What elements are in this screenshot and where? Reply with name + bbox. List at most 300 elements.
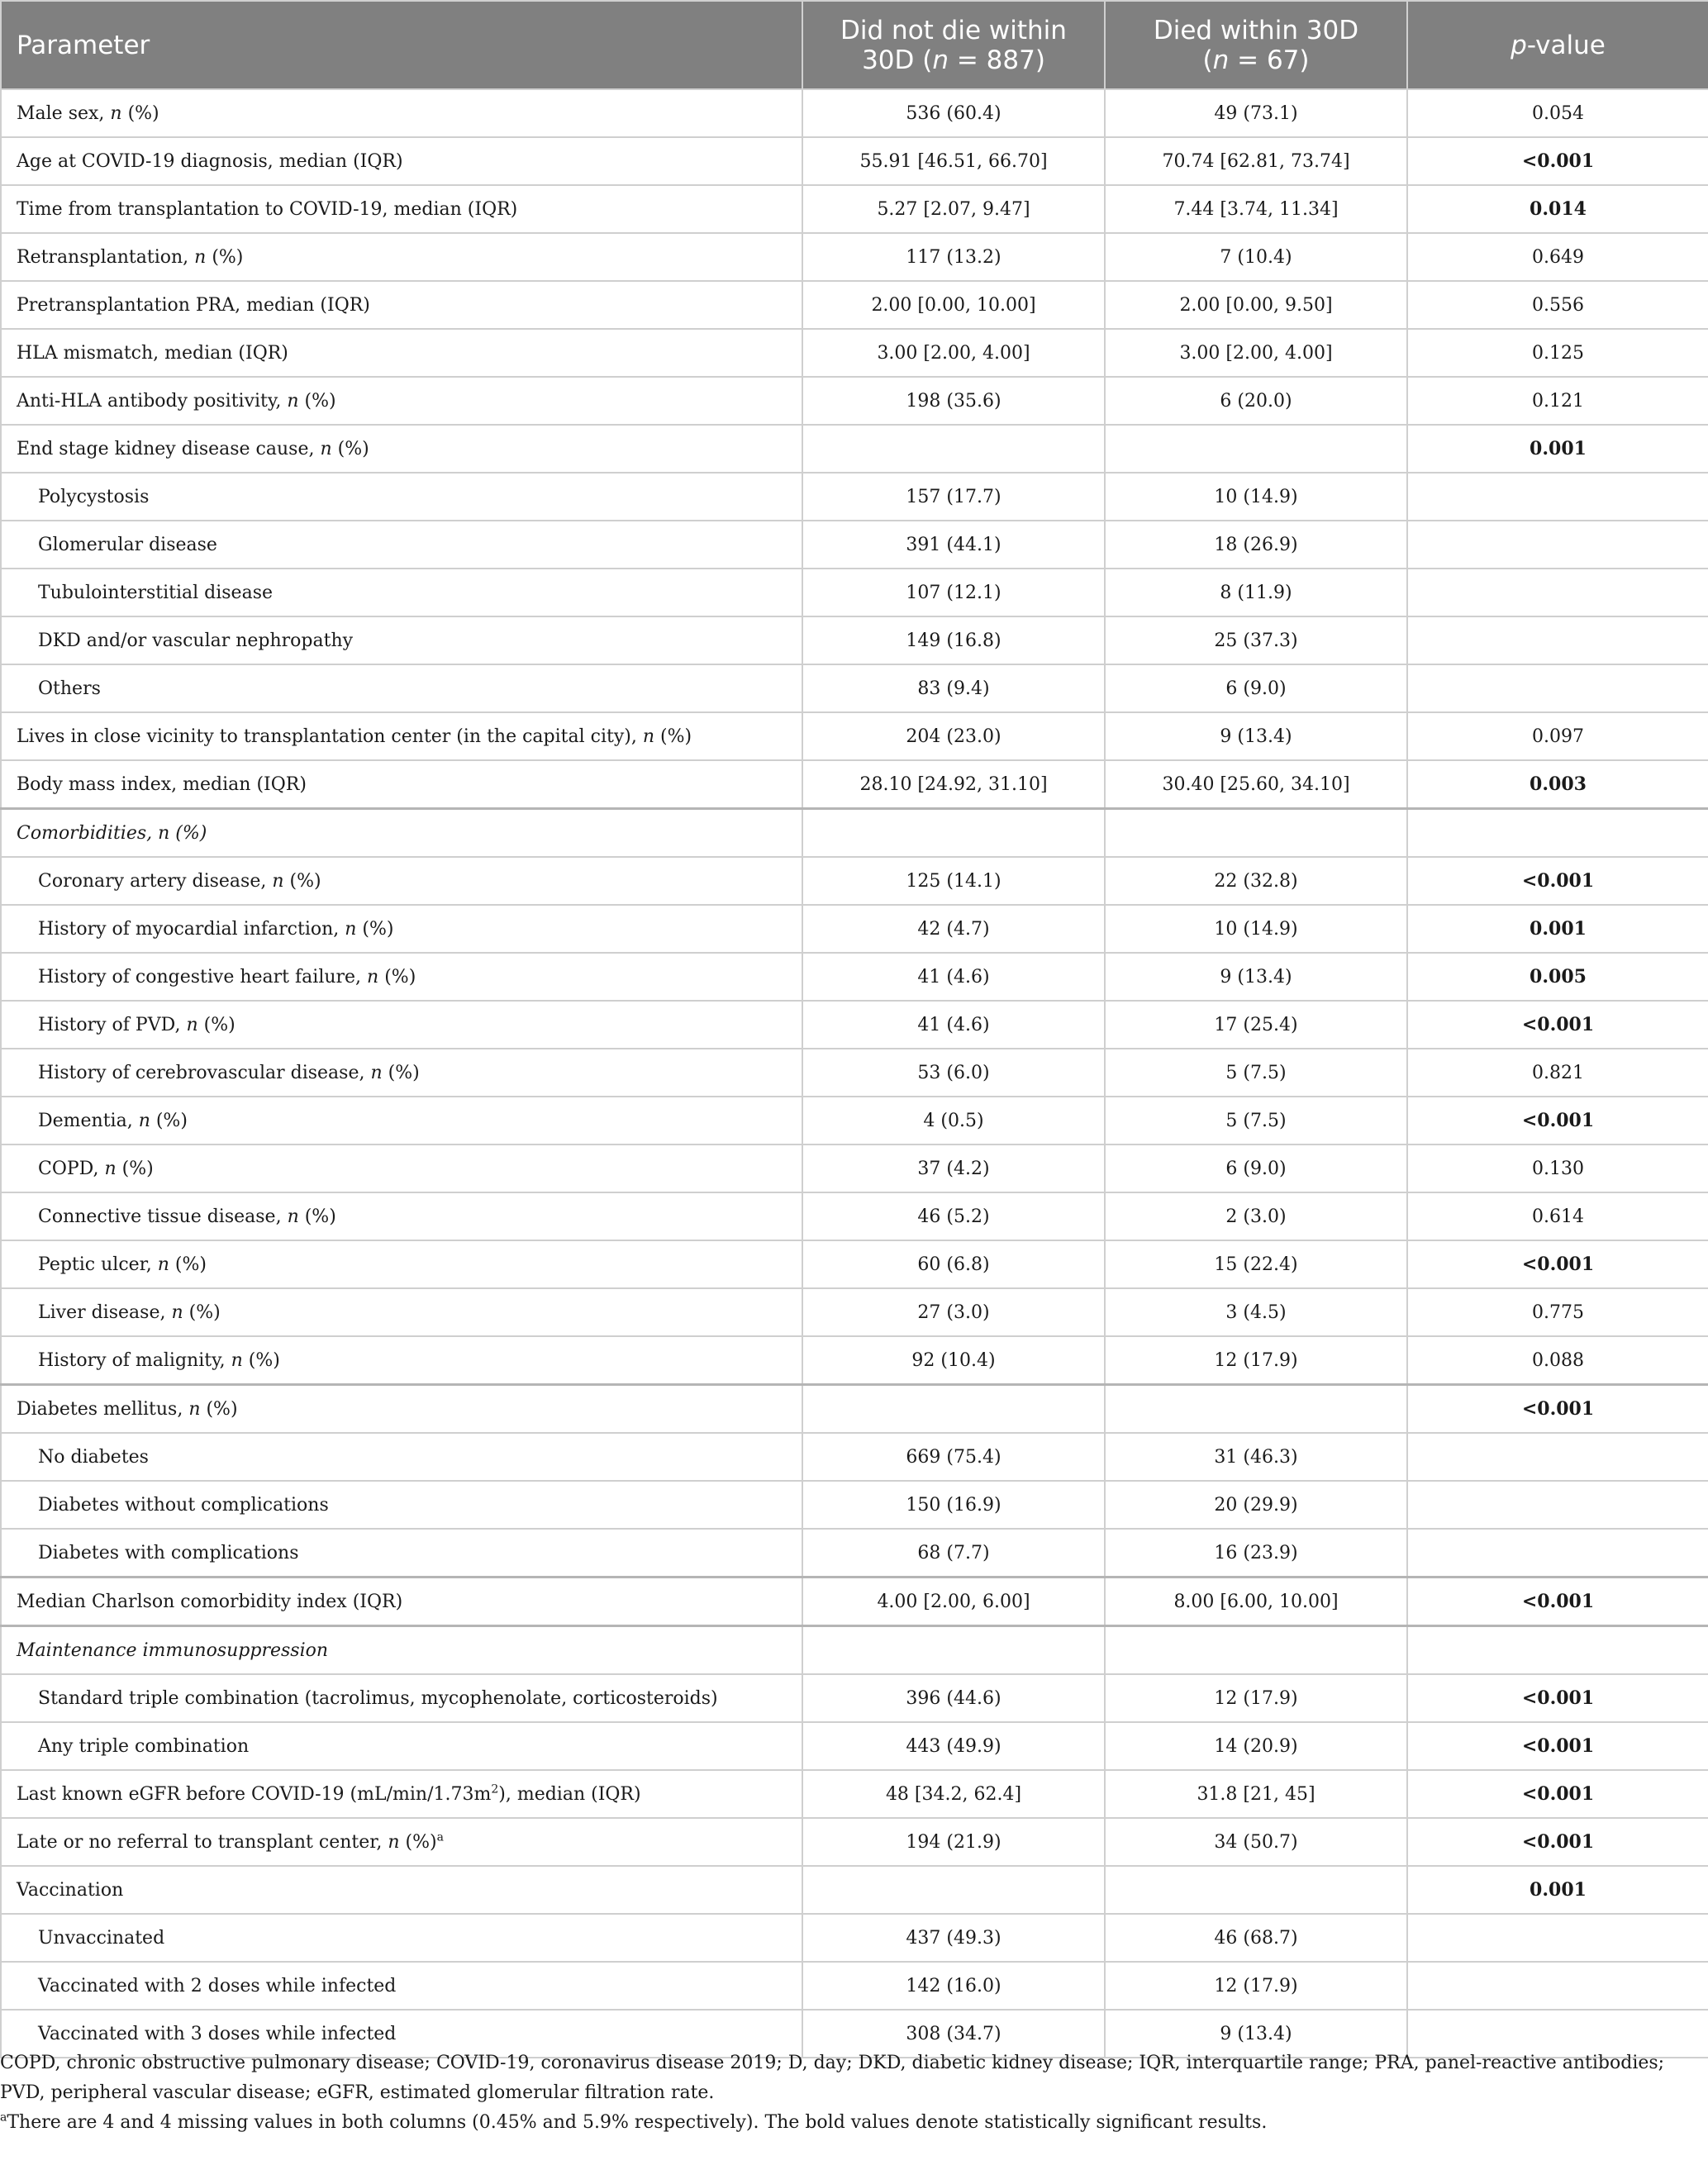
row-died-value: 30.40 [25.60, 34.10] xyxy=(1105,760,1407,809)
row-p-value: 0.003 xyxy=(1407,760,1708,809)
row-parameter-italic: n xyxy=(642,726,655,747)
row-parameter xyxy=(1,281,802,329)
row-p-value: 0.001 xyxy=(1407,1866,1708,1914)
row-parameter xyxy=(1,1914,802,1962)
row-parameter-italic: n xyxy=(345,918,357,940)
row-died-value: 70.74 [62.81, 73.74] xyxy=(1105,137,1407,185)
table-row xyxy=(1,1578,1708,1626)
row-died-value: 6 (9.0) xyxy=(1105,1144,1407,1192)
row-did-not-die-value: 55.91 [46.51, 66.70] xyxy=(802,137,1105,185)
row-parameter xyxy=(1,473,802,521)
row-died-value: 9 (13.4) xyxy=(1105,2010,1407,2058)
row-parameter-text: Vaccinated with 2 doses while infected xyxy=(38,1975,397,1996)
row-parameter-text: Any triple combination xyxy=(38,1735,250,1757)
row-parameter-text: Anti-HLA antibody positivity, xyxy=(17,390,288,412)
row-parameter-italic: n xyxy=(388,1831,400,1853)
header-p-italic: p xyxy=(1511,30,1527,60)
row-p-value xyxy=(1407,1481,1708,1529)
row-parameter xyxy=(1,1240,802,1288)
row-did-not-die-value: 437 (49.3) xyxy=(802,1914,1105,1962)
row-did-not-die-value xyxy=(802,1866,1105,1914)
row-parameter xyxy=(1,1722,802,1770)
table-row xyxy=(1,521,1708,569)
row-died-value: 15 (22.4) xyxy=(1105,1240,1407,1288)
row-parameter-text: History of congestive heart failure, xyxy=(38,966,368,987)
row-did-not-die-value: 536 (60.4) xyxy=(802,89,1105,137)
row-p-value: <0.001 xyxy=(1407,1722,1708,1770)
table-row xyxy=(1,1770,1708,1818)
row-p-value xyxy=(1407,616,1708,664)
row-parameter xyxy=(1,857,802,905)
row-died-value: 2.00 [0.00, 9.50] xyxy=(1105,281,1407,329)
row-parameter-italic: n xyxy=(171,1302,183,1323)
header-died-n: n xyxy=(1212,45,1230,75)
row-died-value: 18 (26.9) xyxy=(1105,521,1407,569)
row-parameter-italic: n xyxy=(367,966,379,987)
row-p-value: 0.614 xyxy=(1407,1192,1708,1240)
row-died-value: 16 (23.9) xyxy=(1105,1529,1407,1578)
row-parameter-italic: n xyxy=(194,246,207,268)
row-parameter xyxy=(1,1578,802,1626)
row-died-value: 12 (17.9) xyxy=(1105,1674,1407,1722)
row-parameter-suffix: (%) xyxy=(283,870,321,892)
row-parameter xyxy=(1,1481,802,1529)
row-p-value: 0.097 xyxy=(1407,712,1708,760)
row-parameter-italic: n xyxy=(188,1398,201,1420)
row-parameter-suffix: (%) xyxy=(150,1110,188,1131)
table-row xyxy=(1,712,1708,760)
row-p-value xyxy=(1407,1626,1708,1675)
header-row xyxy=(1,1,1708,89)
row-p-value: 0.125 xyxy=(1407,329,1708,377)
row-parameter xyxy=(1,1818,802,1866)
row-p-value: 0.088 xyxy=(1407,1336,1708,1385)
row-died-value: 10 (14.9) xyxy=(1105,473,1407,521)
table-row xyxy=(1,1818,1708,1866)
row-died-value: 14 (20.9) xyxy=(1105,1722,1407,1770)
table-row xyxy=(1,1385,1708,1434)
table-row xyxy=(1,281,1708,329)
row-parameter-suffix: (%) xyxy=(121,102,159,124)
row-parameter-suffix: (%) xyxy=(197,1014,236,1035)
row-parameter-text: Polycystosis xyxy=(38,486,150,507)
row-did-not-die-value: 53 (6.0) xyxy=(802,1049,1105,1097)
row-p-value: 0.556 xyxy=(1407,281,1708,329)
row-p-value xyxy=(1407,1962,1708,2010)
row-died-value xyxy=(1105,1385,1407,1434)
row-parameter xyxy=(1,1770,802,1818)
row-died-value: 9 (13.4) xyxy=(1105,712,1407,760)
row-parameter-text: Standard triple combination (tacrolimus, mycophenolate, corticosteroids) xyxy=(38,1687,718,1709)
row-parameter xyxy=(1,1097,802,1144)
table-row xyxy=(1,185,1708,233)
header-did-not-die-post: = 887) xyxy=(948,45,1045,75)
row-parameter-text: Coronary artery disease, xyxy=(38,870,273,892)
row-did-not-die-value: 37 (4.2) xyxy=(802,1144,1105,1192)
row-did-not-die-value: 2.00 [0.00, 10.00] xyxy=(802,281,1105,329)
row-parameter-text: Time from transplantation to COVID-19, median (IQR) xyxy=(17,198,518,220)
row-parameter-suffix: (%) xyxy=(183,1302,221,1323)
table-row xyxy=(1,1481,1708,1529)
row-parameter xyxy=(1,1674,802,1722)
row-p-value: 0.775 xyxy=(1407,1288,1708,1336)
row-parameter-text: Last known eGFR before COVID-19 (mL/min/1.73m xyxy=(17,1783,492,1805)
table-row xyxy=(1,1914,1708,1962)
row-died-value: 9 (13.4) xyxy=(1105,953,1407,1001)
table-row xyxy=(1,233,1708,281)
row-parameter-text: No diabetes xyxy=(38,1446,149,1468)
row-died-value: 34 (50.7) xyxy=(1105,1818,1407,1866)
row-parameter-suffix: ), median (IQR) xyxy=(498,1783,641,1805)
row-parameter-italic: n xyxy=(370,1062,383,1083)
row-did-not-die-value: 107 (12.1) xyxy=(802,569,1105,616)
row-parameter xyxy=(1,329,802,377)
header-parameter: Parameter xyxy=(1,1,802,89)
row-parameter-suffix: (%) xyxy=(298,390,336,412)
row-p-value: 0.121 xyxy=(1407,377,1708,425)
row-did-not-die-value: 157 (17.7) xyxy=(802,473,1105,521)
row-died-value: 31 (46.3) xyxy=(1105,1433,1407,1481)
row-parameter-text: Glomerular disease xyxy=(38,534,217,555)
row-did-not-die-value: 41 (4.6) xyxy=(802,953,1105,1001)
row-parameter xyxy=(1,712,802,760)
row-p-value: <0.001 xyxy=(1407,1674,1708,1722)
row-p-value: 0.014 xyxy=(1407,185,1708,233)
row-parameter-italic: n xyxy=(320,438,332,459)
row-parameter-italic: n xyxy=(287,390,299,412)
row-died-value: 12 (17.9) xyxy=(1105,1336,1407,1385)
table-row xyxy=(1,953,1708,1001)
row-parameter xyxy=(1,953,802,1001)
row-parameter-text: COPD, xyxy=(38,1158,105,1179)
row-parameter xyxy=(1,1001,802,1049)
row-p-value: <0.001 xyxy=(1407,1001,1708,1049)
row-died-value: 46 (68.7) xyxy=(1105,1914,1407,1962)
row-parameter-text: Maintenance immunosuppression xyxy=(17,1639,329,1661)
table-row xyxy=(1,1001,1708,1049)
row-p-value: <0.001 xyxy=(1407,1818,1708,1866)
row-did-not-die-value: 396 (44.6) xyxy=(802,1674,1105,1722)
row-parameter xyxy=(1,1049,802,1097)
row-parameter xyxy=(1,1866,802,1914)
row-did-not-die-value: 308 (34.7) xyxy=(802,2010,1105,2058)
row-p-value xyxy=(1407,1914,1708,1962)
row-died-value: 17 (25.4) xyxy=(1105,1001,1407,1049)
row-parameter-text: End stage kidney disease cause, xyxy=(17,438,321,459)
missing-values-note xyxy=(0,2108,1702,2138)
table-row xyxy=(1,1192,1708,1240)
row-p-value: <0.001 xyxy=(1407,137,1708,185)
header-did-not-die xyxy=(802,1,1105,89)
table-row xyxy=(1,473,1708,521)
row-parameter xyxy=(1,377,802,425)
row-parameter-text: Late or no referral to transplant center, xyxy=(17,1831,388,1853)
header-did-not-die-line1: Did not die within xyxy=(840,15,1067,45)
footnote-marker: a xyxy=(0,2111,7,2125)
table-body xyxy=(1,89,1708,2058)
row-died-value: 31.8 [21, 45] xyxy=(1105,1770,1407,1818)
row-p-value xyxy=(1407,521,1708,569)
row-parameter xyxy=(1,1144,802,1192)
row-did-not-die-value: 41 (4.6) xyxy=(802,1001,1105,1049)
row-parameter xyxy=(1,1336,802,1385)
row-parameter xyxy=(1,1288,802,1336)
table-row xyxy=(1,1288,1708,1336)
header-p-rest: -value xyxy=(1526,30,1606,60)
row-did-not-die-value: 669 (75.4) xyxy=(802,1433,1105,1481)
row-parameter xyxy=(1,521,802,569)
row-parameter xyxy=(1,137,802,185)
row-did-not-die-value: 68 (7.7) xyxy=(802,1529,1105,1578)
row-parameter-suffix: (%) xyxy=(654,726,692,747)
row-parameter-italic: n xyxy=(157,1254,169,1275)
row-died-value: 22 (32.8) xyxy=(1105,857,1407,905)
row-parameter-text: Liver disease, xyxy=(38,1302,172,1323)
row-p-value xyxy=(1407,569,1708,616)
row-parameter-suffix: (%) xyxy=(206,246,244,268)
row-parameter-text: Others xyxy=(38,678,101,699)
row-parameter-suffix: (%) xyxy=(356,918,394,940)
row-died-value xyxy=(1105,425,1407,473)
row-p-value: 0.649 xyxy=(1407,233,1708,281)
row-parameter xyxy=(1,185,802,233)
row-p-value: <0.001 xyxy=(1407,857,1708,905)
row-p-value: <0.001 xyxy=(1407,1385,1708,1434)
row-parameter-suffix: (%) xyxy=(382,1062,420,1083)
row-parameter-text: Unvaccinated xyxy=(38,1927,165,1949)
row-parameter-suffix: (%) xyxy=(298,1206,336,1227)
row-died-value xyxy=(1105,1626,1407,1675)
row-p-value: 0.001 xyxy=(1407,425,1708,473)
row-did-not-die-value xyxy=(802,1626,1105,1675)
row-died-value: 25 (37.3) xyxy=(1105,616,1407,664)
row-did-not-die-value: 60 (6.8) xyxy=(802,1240,1105,1288)
row-parameter-text: Connective tissue disease, xyxy=(38,1206,288,1227)
row-did-not-die-value: 28.10 [24.92, 31.10] xyxy=(802,760,1105,809)
row-did-not-die-value: 48 [34.2, 62.4] xyxy=(802,1770,1105,1818)
row-footnote-marker: a xyxy=(436,1830,444,1844)
row-p-value: <0.001 xyxy=(1407,1578,1708,1626)
row-parameter-text: HLA mismatch, median (IQR) xyxy=(17,342,288,364)
row-parameter xyxy=(1,616,802,664)
row-died-value xyxy=(1105,809,1407,858)
row-died-value: 7.44 [3.74, 11.34] xyxy=(1105,185,1407,233)
row-parameter xyxy=(1,1192,802,1240)
header-did-not-die-n: n xyxy=(932,45,949,75)
table-row xyxy=(1,1240,1708,1288)
row-parameter-suffix: (%) xyxy=(116,1158,154,1179)
row-did-not-die-value: 149 (16.8) xyxy=(802,616,1105,664)
table-row xyxy=(1,1626,1708,1675)
row-p-value xyxy=(1407,1529,1708,1578)
row-p-value: 0.130 xyxy=(1407,1144,1708,1192)
row-parameter-italic: n xyxy=(138,1110,150,1131)
table-row xyxy=(1,1097,1708,1144)
row-parameter-text: Diabetes without complications xyxy=(38,1494,329,1516)
table-row xyxy=(1,89,1708,137)
row-died-value: 12 (17.9) xyxy=(1105,1962,1407,2010)
table-row xyxy=(1,1336,1708,1385)
row-did-not-die-value: 391 (44.1) xyxy=(802,521,1105,569)
row-parameter-text: History of malignity, xyxy=(38,1349,231,1371)
row-did-not-die-value: 125 (14.1) xyxy=(802,857,1105,905)
row-died-value: 8 (11.9) xyxy=(1105,569,1407,616)
header-died-post: = 67) xyxy=(1229,45,1310,75)
row-died-value: 49 (73.1) xyxy=(1105,89,1407,137)
row-parameter-text: Retransplantation, xyxy=(17,246,195,268)
row-died-value: 5 (7.5) xyxy=(1105,1097,1407,1144)
row-parameter-italic: n xyxy=(186,1014,198,1035)
row-parameter xyxy=(1,425,802,473)
row-parameter-italic: n xyxy=(287,1206,299,1227)
row-parameter xyxy=(1,1433,802,1481)
row-p-value: 0.005 xyxy=(1407,953,1708,1001)
table-row xyxy=(1,1722,1708,1770)
table-row xyxy=(1,857,1708,905)
row-p-value: <0.001 xyxy=(1407,1770,1708,1818)
row-parameter-text: Dementia, xyxy=(38,1110,139,1131)
table-row xyxy=(1,616,1708,664)
row-parameter-suffix: (%) xyxy=(200,1398,238,1420)
row-did-not-die-value: 4.00 [2.00, 6.00] xyxy=(802,1578,1105,1626)
table-footnotes xyxy=(0,2049,1702,2138)
row-did-not-die-value: 204 (23.0) xyxy=(802,712,1105,760)
header-died-line1: Died within 30D xyxy=(1153,15,1359,45)
row-parameter-text: Diabetes with complications xyxy=(38,1542,299,1563)
table-row xyxy=(1,1529,1708,1578)
row-parameter-suffix: (%) xyxy=(331,438,369,459)
row-died-value: 3.00 [2.00, 4.00] xyxy=(1105,329,1407,377)
row-parameter xyxy=(1,1385,802,1434)
table-row xyxy=(1,329,1708,377)
header-died-pre: ( xyxy=(1202,45,1213,75)
row-did-not-die-value: 46 (5.2) xyxy=(802,1192,1105,1240)
row-died-value: 7 (10.4) xyxy=(1105,233,1407,281)
row-did-not-die-value: 198 (35.6) xyxy=(802,377,1105,425)
row-parameter-sup: 2 xyxy=(491,1782,499,1796)
table-row xyxy=(1,377,1708,425)
row-did-not-die-value xyxy=(802,1385,1105,1434)
row-parameter-text: Vaccination xyxy=(17,1879,124,1901)
row-p-value xyxy=(1407,809,1708,858)
table-row xyxy=(1,664,1708,712)
table-row xyxy=(1,809,1708,858)
row-parameter-text: Body mass index, median (IQR) xyxy=(17,773,307,795)
header-did-not-die-pre: 30D ( xyxy=(862,45,933,75)
row-did-not-die-value: 150 (16.9) xyxy=(802,1481,1105,1529)
row-parameter-suffix: (%) xyxy=(378,966,416,987)
row-parameter-text: Male sex, xyxy=(17,102,111,124)
row-parameter-text: History of cerebrovascular disease, xyxy=(38,1062,371,1083)
footnote-text: There are 4 and 4 missing values in both columns (0.45% and 5.9% respectively). The bold values denote statistically significant results. xyxy=(7,2112,1268,2133)
row-parameter-suffix: (%) xyxy=(242,1349,280,1371)
table-row xyxy=(1,1674,1708,1722)
row-did-not-die-value: 5.27 [2.07, 9.47] xyxy=(802,185,1105,233)
table-row xyxy=(1,425,1708,473)
row-did-not-die-value: 92 (10.4) xyxy=(802,1336,1105,1385)
row-did-not-die-value xyxy=(802,809,1105,858)
table-row xyxy=(1,1049,1708,1097)
row-did-not-die-value xyxy=(802,425,1105,473)
row-parameter xyxy=(1,1962,802,2010)
row-died-value xyxy=(1105,1866,1407,1914)
row-did-not-die-value: 3.00 [2.00, 4.00] xyxy=(802,329,1105,377)
row-p-value xyxy=(1407,1433,1708,1481)
row-parameter-italic: n xyxy=(231,1349,243,1371)
row-parameter-suffix: (%) xyxy=(169,1254,207,1275)
abbreviations-note: COPD, chronic obstructive pulmonary disease; COVID-19, coronavirus disease 2019; D, day; DKD, diabetic kidney disease; IQR, interquartile range; PRA, panel-reactive antibodies; PVD, peripheral vascular disease; eGFR, estimated glomerular filtration rate. xyxy=(0,2053,1665,2103)
row-died-value: 2 (3.0) xyxy=(1105,1192,1407,1240)
table-row xyxy=(1,1866,1708,1914)
row-parameter-text: History of myocardial infarction, xyxy=(38,918,345,940)
row-parameter-text: Comorbidities, n (%) xyxy=(17,822,207,844)
row-parameter xyxy=(1,89,802,137)
row-died-value: 6 (20.0) xyxy=(1105,377,1407,425)
row-parameter xyxy=(1,569,802,616)
table-row xyxy=(1,905,1708,953)
row-parameter-text: Median Charlson comorbidity index (IQR) xyxy=(17,1591,403,1612)
row-parameter-italic: n xyxy=(110,102,122,124)
row-parameter-italic: n xyxy=(104,1158,117,1179)
row-died-value: 8.00 [6.00, 10.00] xyxy=(1105,1578,1407,1626)
row-did-not-die-value: 117 (13.2) xyxy=(802,233,1105,281)
row-parameter xyxy=(1,1529,802,1578)
row-did-not-die-value: 443 (49.9) xyxy=(802,1722,1105,1770)
row-parameter xyxy=(1,1626,802,1675)
row-did-not-die-value: 83 (9.4) xyxy=(802,664,1105,712)
table-row xyxy=(1,760,1708,809)
table-row xyxy=(1,1962,1708,2010)
row-p-value xyxy=(1407,473,1708,521)
row-parameter xyxy=(1,905,802,953)
row-died-value: 20 (29.9) xyxy=(1105,1481,1407,1529)
row-parameter-text: Age at COVID-19 diagnosis, median (IQR) xyxy=(17,150,403,172)
table-row xyxy=(1,1144,1708,1192)
header-p-value xyxy=(1407,1,1708,89)
row-parameter xyxy=(1,809,802,858)
row-parameter-text: History of PVD, xyxy=(38,1014,187,1035)
row-parameter-text: Lives in close vicinity to transplantation center (in the capital city), xyxy=(17,726,643,747)
row-p-value xyxy=(1407,664,1708,712)
row-parameter-italic: n xyxy=(272,870,284,892)
row-parameter xyxy=(1,664,802,712)
row-did-not-die-value: 4 (0.5) xyxy=(802,1097,1105,1144)
row-p-value: <0.001 xyxy=(1407,1240,1708,1288)
row-did-not-die-value: 27 (3.0) xyxy=(802,1288,1105,1336)
row-died-value: 6 (9.0) xyxy=(1105,664,1407,712)
row-parameter xyxy=(1,760,802,809)
table-row xyxy=(1,137,1708,185)
row-parameter-text: Vaccinated with 3 doses while infected xyxy=(38,2023,397,2044)
row-parameter-text: DKD and/or vascular nephropathy xyxy=(38,630,354,651)
row-died-value: 3 (4.5) xyxy=(1105,1288,1407,1336)
table-row xyxy=(1,569,1708,616)
row-parameter xyxy=(1,233,802,281)
row-did-not-die-value: 194 (21.9) xyxy=(802,1818,1105,1866)
table-row xyxy=(1,1433,1708,1481)
row-p-value: 0.821 xyxy=(1407,1049,1708,1097)
row-p-value: 0.001 xyxy=(1407,905,1708,953)
header-died xyxy=(1105,1,1407,89)
row-parameter-text: Tubulointerstitial disease xyxy=(38,582,274,603)
row-parameter-text: Peptic ulcer, xyxy=(38,1254,158,1275)
row-did-not-die-value: 142 (16.0) xyxy=(802,1962,1105,2010)
row-p-value: <0.001 xyxy=(1407,1097,1708,1144)
row-died-value: 5 (7.5) xyxy=(1105,1049,1407,1097)
row-died-value: 10 (14.9) xyxy=(1105,905,1407,953)
row-parameter-text: Pretransplantation PRA, median (IQR) xyxy=(17,294,370,316)
row-p-value: 0.054 xyxy=(1407,89,1708,137)
